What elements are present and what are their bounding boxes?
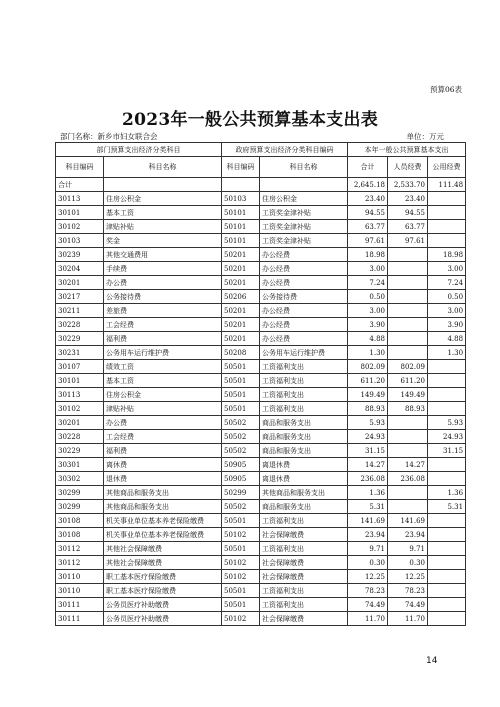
gov-code-cell: 50502 [222,500,260,514]
personnel-cell [388,430,428,444]
public-cell: 4.88 [428,332,466,346]
name-cell: 奖金 [104,234,222,248]
col-header-gov-name: 科目名称 [260,157,348,178]
code-cell: 30299 [56,486,104,500]
gov-name-cell: 社会保障缴费 [260,570,348,584]
gov-code-cell: 50501 [222,514,260,528]
public-cell [428,234,466,248]
public-cell [428,402,466,416]
table-row [56,318,466,332]
table-row [56,374,466,388]
total-cell: 3.00 [348,262,388,276]
public-cell [428,360,466,374]
code-cell: 30229 [56,444,104,458]
gov-name-cell: 办公经费 [260,304,348,318]
gov-name-cell: 工资福利支出 [260,388,348,402]
public-cell [428,220,466,234]
total-cell: 14.27 [348,458,388,472]
header-group-dept: 部门预算支出经济分类科目 [56,143,222,157]
name-cell: 办公费 [104,416,222,430]
gov-name-cell: 工资福利支出 [260,598,348,612]
public-cell: 1.30 [428,346,466,360]
gov-name-cell: 办公经费 [260,318,348,332]
table-row [56,528,466,542]
gov-name-cell: 离退休费 [260,472,348,486]
personnel-cell: 0.30 [388,556,428,570]
name-cell: 职工基本医疗保险缴费 [104,570,222,584]
gov-code-cell: 50101 [222,206,260,220]
page-number: 14 [426,656,438,666]
gov-name-cell: 社会保障缴费 [260,556,348,570]
gov-name-cell: 公务接待费 [260,290,348,304]
total-cell: 5.31 [348,500,388,514]
code-cell: 30107 [56,360,104,374]
name-cell: 公务用车运行维护费 [104,346,222,360]
gov-code-cell: 50905 [222,472,260,486]
table-row [56,542,466,556]
personnel-cell [388,248,428,262]
code-cell: 30239 [56,248,104,262]
name-cell: 其他商品和服务支出 [104,500,222,514]
table-row [56,304,466,318]
gov-code-cell: 50201 [222,262,260,276]
personnel-cell [388,290,428,304]
code-cell: 30113 [56,192,104,206]
total-cell: 0.30 [348,556,388,570]
public-cell [428,458,466,472]
table-row [56,486,466,500]
gov-code-cell: 50502 [222,416,260,430]
public-cell [428,192,466,206]
document-title: 2023年一般公共预算基本支出表 [121,110,379,130]
gov-code-cell: 50102 [222,528,260,542]
public-cell: 7.24 [428,276,466,290]
name-cell: 其他交通费用 [104,248,222,262]
name-cell: 公务接待费 [104,290,222,304]
gov-name-cell: 商品和服务支出 [260,500,348,514]
personnel-cell [388,486,428,500]
name-cell: 基本工资 [104,206,222,220]
public-cell [428,374,466,388]
table-row [56,388,466,402]
code-cell: 30231 [56,346,104,360]
table-row [56,612,466,626]
personnel-cell: 12.25 [388,570,428,584]
total-cell: 802.09 [348,360,388,374]
personnel-cell [388,276,428,290]
table-row [56,360,466,374]
code-cell: 30101 [56,374,104,388]
gov-code-cell: 50201 [222,332,260,346]
total-sum: 2,645.18 [348,178,388,192]
name-cell: 公务员医疗补助缴费 [104,598,222,612]
name-cell: 职工基本医疗保险缴费 [104,584,222,598]
gov-code-cell: 50501 [222,542,260,556]
public-cell: 24.93 [428,430,466,444]
public-cell [428,542,466,556]
public-cell: 3.90 [428,318,466,332]
col-header-name: 科目名称 [104,157,222,178]
table-row [56,472,466,486]
public-cell [428,388,466,402]
gov-code-cell: 50101 [222,234,260,248]
code-cell: 30228 [56,318,104,332]
gov-name-cell: 社会保障缴费 [260,612,348,626]
public-cell [428,514,466,528]
name-cell: 福利费 [104,332,222,346]
name-cell: 手续费 [104,262,222,276]
name-cell: 离休费 [104,458,222,472]
code-cell: 30101 [56,206,104,220]
total-cell: 3.90 [348,318,388,332]
name-cell: 住房公积金 [104,192,222,206]
col-header-personnel: 人员经费 [388,157,428,178]
table-row [56,598,466,612]
total-cell: 74.49 [348,598,388,612]
code-cell: 30108 [56,528,104,542]
public-cell [428,598,466,612]
name-cell: 机关事业单位基本养老保险缴费 [104,514,222,528]
code-cell: 30102 [56,220,104,234]
gov-name-cell: 工资福利支出 [260,360,348,374]
code-cell: 30204 [56,262,104,276]
table-row [56,500,466,514]
gov-code-cell: 50501 [222,402,260,416]
col-header-public: 公用经费 [428,157,466,178]
personnel-cell: 9.71 [388,542,428,556]
total-cell: 611.20 [348,374,388,388]
form-number: 预算06表 [429,85,462,94]
total-public: 111.48 [428,178,466,192]
code-cell: 30201 [56,276,104,290]
public-cell [428,528,466,542]
gov-name-cell: 公务用车运行维护费 [260,346,348,360]
name-cell: 公务员医疗补助缴费 [104,612,222,626]
public-cell [428,206,466,220]
code-cell: 30110 [56,570,104,584]
personnel-cell [388,500,428,514]
gov-code-cell: 50905 [222,458,260,472]
gov-name-cell: 离退休费 [260,458,348,472]
gov-name-cell: 其他商品和服务支出 [260,486,348,500]
gov-name-cell: 办公经费 [260,332,348,346]
gov-name-cell: 办公经费 [260,248,348,262]
total-cell: 23.40 [348,192,388,206]
code-cell: 30228 [56,430,104,444]
table-row [56,220,466,234]
gov-code-cell: 50101 [222,220,260,234]
personnel-cell: 78.23 [388,584,428,598]
total-personnel: 2,533.70 [388,178,428,192]
unit-label: 单位：万元 [406,132,444,141]
gov-code-cell: 50206 [222,290,260,304]
table-row [56,332,466,346]
gov-name-cell: 住房公积金 [260,192,348,206]
code-cell: 30111 [56,598,104,612]
public-cell [428,584,466,598]
gov-code-cell: 50501 [222,584,260,598]
gov-code-cell: 50501 [222,374,260,388]
public-cell: 5.31 [428,500,466,514]
code-cell: 30299 [56,500,104,514]
name-cell: 办公费 [104,276,222,290]
code-cell: 30211 [56,304,104,318]
personnel-cell [388,346,428,360]
table-row [56,514,466,528]
header-group-gov: 政府预算支出经济分类科目编码 [222,143,348,157]
personnel-cell: 236.08 [388,472,428,486]
gov-name-cell: 工资福利支出 [260,584,348,598]
total-cell: 94.55 [348,206,388,220]
personnel-cell: 11.70 [388,612,428,626]
gov-name-cell: 商品和服务支出 [260,444,348,458]
public-cell: 5.93 [428,416,466,430]
name-cell: 工会经费 [104,318,222,332]
code-cell: 30217 [56,290,104,304]
personnel-cell: 74.49 [388,598,428,612]
code-cell: 30229 [56,332,104,346]
gov-name-cell: 工资福利支出 [260,514,348,528]
header-group-budget: 本年一般公共预算基本支出 [348,143,466,157]
public-cell [428,472,466,486]
gov-name-cell: 办公经费 [260,276,348,290]
personnel-cell [388,318,428,332]
public-cell: 1.36 [428,486,466,500]
col-header-total: 合计 [348,157,388,178]
table-row [56,416,466,430]
personnel-cell [388,416,428,430]
name-cell: 工会经费 [104,430,222,444]
personnel-cell: 23.40 [388,192,428,206]
table-row [56,584,466,598]
gov-code-cell: 50102 [222,612,260,626]
name-cell: 津贴补贴 [104,220,222,234]
personnel-cell [388,444,428,458]
total-cell: 236.08 [348,472,388,486]
name-cell: 其他社会保障缴费 [104,542,222,556]
gov-name-cell: 办公经费 [260,262,348,276]
table-row [56,206,466,220]
department-name: 部门名称：新乡市妇女联合会 [60,132,158,141]
gov-name-cell: 工资福利支出 [260,542,348,556]
code-cell: 30108 [56,514,104,528]
total-cell: 1.30 [348,346,388,360]
total-cell: 24.93 [348,430,388,444]
personnel-cell [388,332,428,346]
total-cell: 18.98 [348,248,388,262]
total-cell: 4.88 [348,332,388,346]
name-cell: 其他商品和服务支出 [104,486,222,500]
total-cell: 78.23 [348,584,388,598]
total-cell: 1.36 [348,486,388,500]
personnel-cell: 63.77 [388,220,428,234]
gov-code-cell: 50103 [222,192,260,206]
personnel-cell: 94.55 [388,206,428,220]
name-cell: 退休费 [104,472,222,486]
personnel-cell: 88.93 [388,402,428,416]
total-row [56,178,466,192]
personnel-cell: 97.61 [388,234,428,248]
total-cell: 7.24 [348,276,388,290]
personnel-cell [388,262,428,276]
gov-code-cell: 50201 [222,276,260,290]
table-row [56,570,466,584]
public-cell: 0.50 [428,290,466,304]
total-cell: 12.25 [348,570,388,584]
table-row [56,290,466,304]
personnel-cell: 611.20 [388,374,428,388]
table-row [56,262,466,276]
public-cell: 3.00 [428,262,466,276]
public-cell [428,556,466,570]
gov-name-cell: 工资奖金津补贴 [260,206,348,220]
personnel-cell: 141.69 [388,514,428,528]
gov-code-cell: 50201 [222,318,260,332]
code-cell: 30112 [56,556,104,570]
code-cell: 30112 [56,542,104,556]
personnel-cell: 14.27 [388,458,428,472]
total-cell: 3.00 [348,304,388,318]
col-header-code: 科目编码 [56,157,104,178]
personnel-cell [388,304,428,318]
table-row [56,444,466,458]
name-cell: 绩效工资 [104,360,222,374]
budget-table [55,142,466,626]
table-row [56,556,466,570]
public-cell [428,570,466,584]
total-cell: 5.93 [348,416,388,430]
public-cell: 18.98 [428,248,466,262]
gov-code-cell: 50201 [222,304,260,318]
total-cell: 97.61 [348,234,388,248]
gov-code-cell: 50208 [222,346,260,360]
code-cell: 30201 [56,416,104,430]
name-cell: 其他社会保障缴费 [104,556,222,570]
code-cell: 30302 [56,472,104,486]
gov-name-cell: 工资奖金津补贴 [260,220,348,234]
gov-code-cell: 50502 [222,430,260,444]
table-row [56,458,466,472]
gov-code-cell: 50501 [222,388,260,402]
table-row [56,346,466,360]
gov-code-cell: 50102 [222,556,260,570]
total-cell: 63.77 [348,220,388,234]
total-label: 合计 [56,178,104,192]
gov-code-cell: 50501 [222,598,260,612]
total-cell: 31.15 [348,444,388,458]
name-cell: 基本工资 [104,374,222,388]
name-cell: 机关事业单位基本养老保险缴费 [104,528,222,542]
personnel-cell: 149.49 [388,388,428,402]
total-cell: 88.93 [348,402,388,416]
code-cell: 30103 [56,234,104,248]
code-cell: 30113 [56,388,104,402]
personnel-cell: 23.94 [388,528,428,542]
gov-name-cell: 工资福利支出 [260,374,348,388]
name-cell: 差旅费 [104,304,222,318]
personnel-cell: 802.09 [388,360,428,374]
total-cell: 149.49 [348,388,388,402]
table-row [56,234,466,248]
public-cell: 31.15 [428,444,466,458]
table-row [56,192,466,206]
gov-code-cell: 50501 [222,360,260,374]
total-cell: 11.70 [348,612,388,626]
gov-code-cell: 50102 [222,570,260,584]
gov-name-cell: 商品和服务支出 [260,430,348,444]
name-cell: 住房公积金 [104,388,222,402]
table-row [56,402,466,416]
gov-name-cell: 工资奖金津补贴 [260,234,348,248]
gov-code-cell: 50201 [222,248,260,262]
total-cell: 0.50 [348,290,388,304]
name-cell: 福利费 [104,444,222,458]
gov-code-cell: 50502 [222,444,260,458]
table-row [56,248,466,262]
gov-name-cell: 商品和服务支出 [260,416,348,430]
total-cell: 141.69 [348,514,388,528]
code-cell: 30301 [56,458,104,472]
name-cell: 津贴补贴 [104,402,222,416]
gov-code-cell: 50299 [222,486,260,500]
gov-name-cell: 社会保障缴费 [260,528,348,542]
col-header-gov-code: 科目编码 [222,157,260,178]
code-cell: 30102 [56,402,104,416]
public-cell: 3.00 [428,304,466,318]
table-row [56,430,466,444]
total-cell: 9.71 [348,542,388,556]
gov-name-cell: 工资福利支出 [260,402,348,416]
code-cell: 30111 [56,612,104,626]
public-cell [428,612,466,626]
table-row [56,276,466,290]
total-cell: 23.94 [348,528,388,542]
code-cell: 30110 [56,584,104,598]
